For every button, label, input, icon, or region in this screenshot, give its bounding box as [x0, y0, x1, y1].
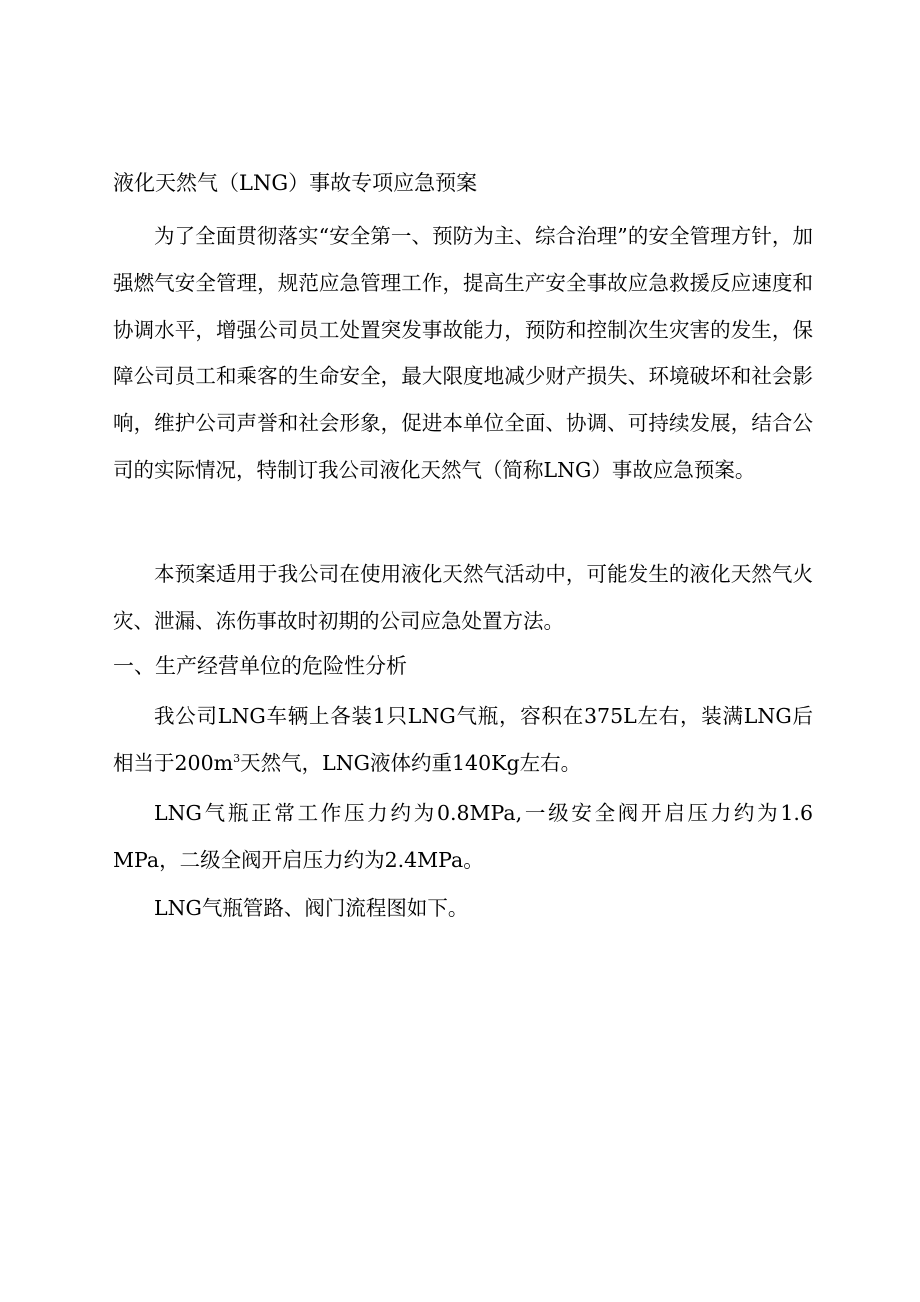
scope-paragraph: 本预案适用于我公司在使用液化天然气活动中，可能发生的液化天然气火灾、泄漏、冻伤事故时初期的公司应急处置方法。 [113, 562, 813, 633]
section1-paragraph-capacity [113, 693, 813, 787]
section1-paragraph-diagram-note: LNG气瓶管路、阀门流程图如下。 [154, 896, 469, 920]
section-heading: 一、生产经营单位的危险性分析 [113, 654, 407, 678]
cubic-superscript: 3 [233, 751, 241, 765]
section1-paragraph-pressure: LNG气瓶正常工作压力约为0.8MPa,一级安全阀开启压力约为1.6 MPa，二级全阀开启压力约为2.4MPa。 [113, 801, 813, 872]
capacity-text-after: 天然气，LNG液体约重140Kg左右。 [240, 750, 582, 775]
document-title: 液化天然气（LNG）事故专项应急预案 [113, 171, 478, 195]
intro-paragraph: 为了全面贯彻落实“安全第一、预防为主、综合治理”的安全管理方针，加强燃气安全管理，规范应急管理工作，提高生产安全事故应急救援反应速度和协调水平，增强公司员工处置突发事故能力，预防和控制次生灾害的发生，保障公司员工和乘客的生命安全，最大限度地减少财产损失、环境破坏和社会影响，维护公司声誉和社会形象，促进本单位全面、协调、可持续发展，结合公司的实际情况，特制订我公司液化天然气（简称LNG）事故应急预案。 [113, 224, 813, 482]
capacity-text-before: 我公司LNG车辆上各装1只LNG气瓶，容积在375L左右，装满LNG后相当于200m [113, 704, 813, 775]
